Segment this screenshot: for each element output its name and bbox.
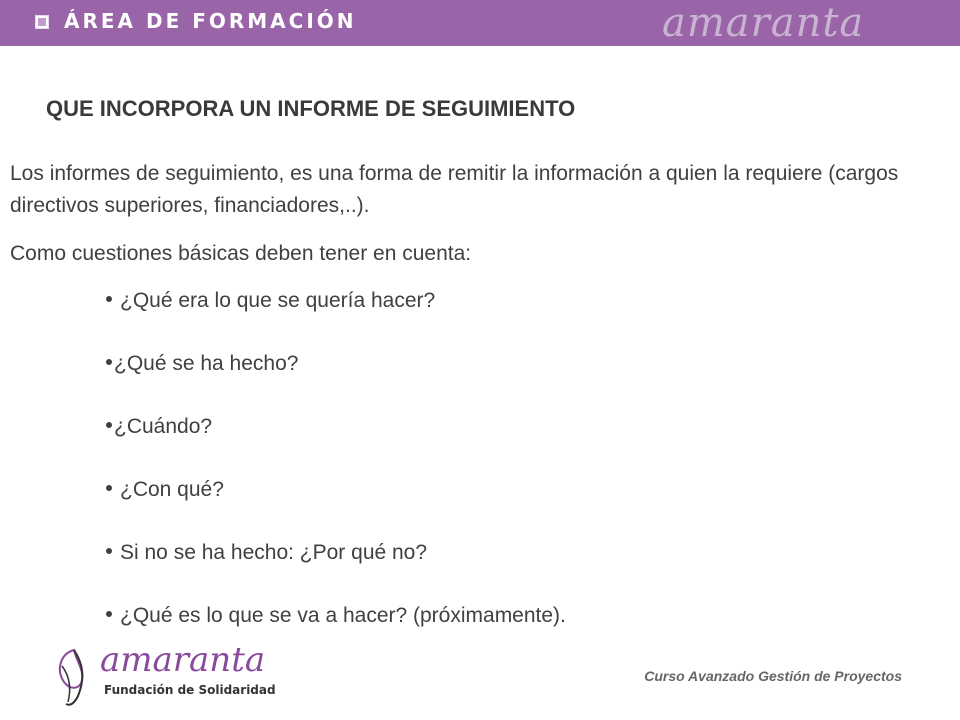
footer-course-title: Curso Avanzado Gestión de Proyectos (644, 668, 902, 684)
header-title: ÁREA DE FORMACIÓN (64, 9, 357, 33)
footer-logo-subtitle: Fundación de Solidaridad (104, 683, 276, 697)
bullet-icon (106, 359, 112, 365)
bullet-text: ¿Con qué? (120, 478, 224, 501)
bullet-text: ¿Cuándo? (114, 415, 213, 438)
bullet-item (106, 411, 566, 474)
bullet-item (106, 537, 566, 600)
slide-title: QUE INCORPORA UN INFORME DE SEGUIMIENTO (46, 96, 576, 121)
bullet-icon (106, 485, 112, 491)
bullet-item (106, 285, 566, 348)
bullet-item (106, 348, 566, 411)
bullet-icon (106, 548, 112, 554)
bullet-text: Si no se ha hecho: ¿Por qué no? (120, 541, 428, 564)
bullet-text: ¿Qué se ha hecho? (114, 352, 299, 375)
bullet-list (106, 285, 566, 663)
header-square-icon (35, 15, 49, 29)
footer-logo-word: amaranta (100, 640, 266, 680)
bullet-icon (106, 422, 112, 428)
foundation-logo-icon (52, 646, 102, 708)
bullet-icon (106, 611, 112, 617)
intro-paragraph-2: Como cuestiones básicas deben tener en cuenta: (10, 242, 472, 265)
bullet-icon (106, 296, 112, 302)
bullet-text: ¿Qué es lo que se va a hacer? (próximamente). (120, 604, 566, 627)
header-logo: amaranta (662, 0, 865, 46)
bullet-item (106, 474, 566, 537)
header-bar (0, 0, 960, 46)
bullet-text: ¿Qué era lo que se quería hacer? (120, 289, 436, 312)
intro-paragraph: Los informes de seguimiento, es una forma de remitir la información a quien la requiere (cargos directivos superiores, financiadores,..). (10, 162, 899, 217)
